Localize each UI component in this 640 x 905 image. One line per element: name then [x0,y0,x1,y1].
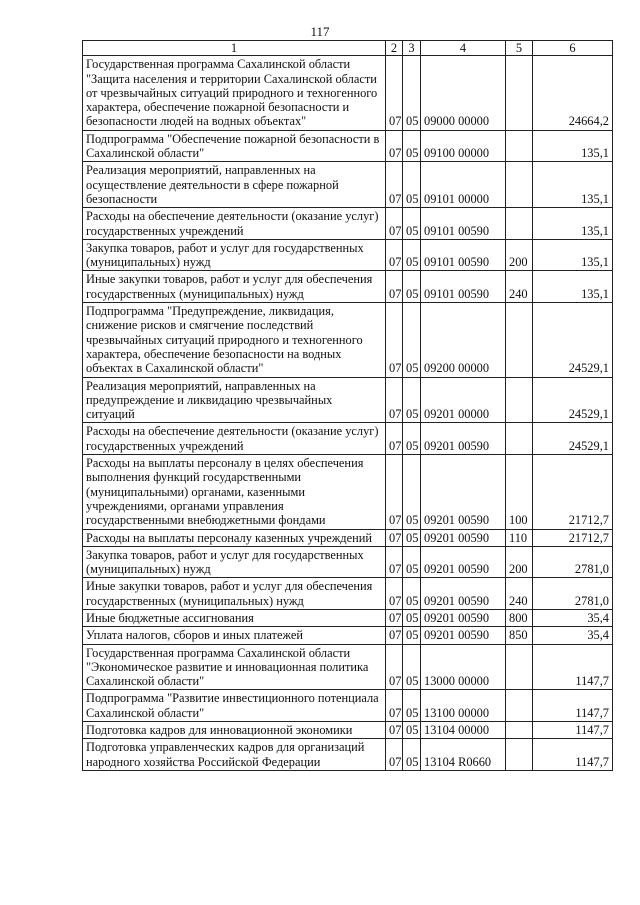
row-subsection: 05 [403,739,421,771]
table-row [83,609,613,626]
table-row [83,130,613,162]
row-amount: 135,1 [533,271,613,303]
row-name: Реализация мероприятий, направленных на предупреждение и ликвидацию чрезвычайных ситуаций [83,377,386,423]
row-expense-type: 200 [506,239,533,271]
row-amount: 135,1 [533,162,613,208]
table-row [83,578,613,610]
row-name: Закупка товаров, работ и услуг для государственных (муниципальных) нужд [83,546,386,578]
row-section: 07 [386,162,403,208]
row-expense-type: 110 [506,529,533,546]
row-target-article: 09201 00590 [421,423,506,455]
row-section: 07 [386,546,403,578]
table-row [83,239,613,271]
row-subsection: 05 [403,722,421,739]
header-row [83,41,613,56]
row-target-article: 09201 00590 [421,529,506,546]
header-col-3: 3 [403,41,421,56]
row-section: 07 [386,529,403,546]
row-subsection: 05 [403,56,421,130]
row-amount: 135,1 [533,130,613,162]
row-section: 07 [386,578,403,610]
row-target-article: 09200 00000 [421,303,506,377]
row-target-article: 13104 00000 [421,722,506,739]
row-section: 07 [386,722,403,739]
header-col-4: 4 [421,41,506,56]
row-amount: 24664,2 [533,56,613,130]
row-target-article: 09000 00000 [421,56,506,130]
row-name: Иные закупки товаров, работ и услуг для обеспечения государственных (муниципальных) нужд [83,578,386,610]
table-row [83,644,613,690]
row-amount: 35,4 [533,627,613,644]
table-row [83,162,613,208]
row-expense-type [506,162,533,208]
row-expense-type [506,56,533,130]
row-section: 07 [386,239,403,271]
row-amount: 1147,7 [533,644,613,690]
row-target-article: 09101 00590 [421,208,506,240]
row-name: Иные закупки товаров, работ и услуг для обеспечения государственных (муниципальных) нужд [83,271,386,303]
row-subsection: 05 [403,690,421,722]
row-target-article: 13104 R0660 [421,739,506,771]
row-name: Расходы на выплаты персоналу в целях обеспечения выполнения функций государственными (муниципальными) органами, казенными учреждениями, органами управления государственными внебюджетными фондами [83,455,386,529]
row-target-article: 09201 00590 [421,578,506,610]
row-subsection: 05 [403,239,421,271]
row-name: Расходы на обеспечение деятельности (оказание услуг) государственных учреждений [83,208,386,240]
row-name: Расходы на обеспечение деятельности (оказание услуг) государственных учреждений [83,423,386,455]
row-subsection: 05 [403,130,421,162]
row-amount: 135,1 [533,208,613,240]
row-section: 07 [386,739,403,771]
row-amount: 24529,1 [533,423,613,455]
row-name: Реализация мероприятий, направленных на осуществление деятельности в сфере пожарной безопасности [83,162,386,208]
row-amount: 1147,7 [533,739,613,771]
row-amount: 2781,0 [533,578,613,610]
row-section: 07 [386,627,403,644]
row-section: 07 [386,208,403,240]
header-col-6: 6 [533,41,613,56]
table-row [83,690,613,722]
row-expense-type [506,208,533,240]
row-name: Закупка товаров, работ и услуг для государственных (муниципальных) нужд [83,239,386,271]
row-name: Уплата налогов, сборов и иных платежей [83,627,386,644]
row-expense-type [506,722,533,739]
table-row [83,271,613,303]
header-col-2: 2 [386,41,403,56]
row-name: Подпрограмма "Обеспечение пожарной безопасности в Сахалинской области" [83,130,386,162]
table-row [83,455,613,529]
row-section: 07 [386,271,403,303]
row-section: 07 [386,130,403,162]
row-target-article: 09101 00590 [421,239,506,271]
row-expense-type: 200 [506,546,533,578]
budget-table [82,40,613,771]
table-row [83,627,613,644]
row-expense-type: 240 [506,271,533,303]
row-section: 07 [386,644,403,690]
row-section: 07 [386,423,403,455]
row-subsection: 05 [403,609,421,626]
header-col-1: 1 [83,41,386,56]
table-row [83,56,613,130]
row-amount: 24529,1 [533,377,613,423]
row-target-article: 09201 00590 [421,609,506,626]
row-target-article: 09101 00590 [421,271,506,303]
row-expense-type [506,423,533,455]
table-row [83,529,613,546]
row-amount: 21712,7 [533,455,613,529]
row-section: 07 [386,609,403,626]
table-row [83,423,613,455]
page-number: 117 [310,24,330,39]
table-body [83,56,613,771]
table-row [83,303,613,377]
row-name: Подготовка управленческих кадров для организаций народного хозяйства Российской Федерации [83,739,386,771]
row-expense-type: 800 [506,609,533,626]
row-target-article: 13000 00000 [421,644,506,690]
row-expense-type [506,130,533,162]
row-section: 07 [386,455,403,529]
row-name: Подготовка кадров для инновационной экономики [83,722,386,739]
row-subsection: 05 [403,529,421,546]
row-name: Государственная программа Сахалинской области "Защита населения и территории Сахалинской области от чрезвычайных ситуаций природного и техногенного характера, обеспечение пожарной безопасности и безопасности людей на водных объектах" [83,56,386,130]
row-section: 07 [386,690,403,722]
row-name: Иные бюджетные ассигнования [83,609,386,626]
table-row [83,722,613,739]
row-subsection: 05 [403,162,421,208]
table-row [83,546,613,578]
row-amount: 1147,7 [533,690,613,722]
table-row [83,377,613,423]
row-name: Подпрограмма "Предупреждение, ликвидация, снижение рисков и смягчение последствий чрезвычайных ситуаций природного и техногенного характера, обеспечение безопасности на водных объектах в Сахалинской области" [83,303,386,377]
row-subsection: 05 [403,644,421,690]
row-subsection: 05 [403,455,421,529]
row-subsection: 05 [403,423,421,455]
row-subsection: 05 [403,271,421,303]
row-subsection: 05 [403,578,421,610]
row-target-article: 09201 00590 [421,627,506,644]
row-expense-type: 240 [506,578,533,610]
row-expense-type: 100 [506,455,533,529]
row-amount: 1147,7 [533,722,613,739]
row-target-article: 13100 00000 [421,690,506,722]
row-subsection: 05 [403,377,421,423]
row-section: 07 [386,303,403,377]
row-subsection: 05 [403,303,421,377]
row-target-article: 09201 00590 [421,455,506,529]
row-target-article: 09100 00000 [421,130,506,162]
row-expense-type [506,690,533,722]
row-amount: 24529,1 [533,303,613,377]
row-target-article: 09201 00000 [421,377,506,423]
row-expense-type [506,644,533,690]
row-amount: 2781,0 [533,546,613,578]
row-name: Подпрограмма "Развитие инвестиционного потенциала Сахалинской области" [83,690,386,722]
row-expense-type [506,303,533,377]
row-subsection: 05 [403,208,421,240]
row-section: 07 [386,56,403,130]
row-expense-type: 850 [506,627,533,644]
row-target-article: 09201 00590 [421,546,506,578]
row-amount: 35,4 [533,609,613,626]
row-expense-type [506,739,533,771]
table-row [83,208,613,240]
row-target-article: 09101 00000 [421,162,506,208]
row-section: 07 [386,377,403,423]
row-subsection: 05 [403,546,421,578]
row-subsection: 05 [403,627,421,644]
row-expense-type [506,377,533,423]
row-amount: 21712,7 [533,529,613,546]
row-name: Государственная программа Сахалинской области "Экономическое развитие и инновационная политика Сахалинской области" [83,644,386,690]
row-name: Расходы на выплаты персоналу казенных учреждений [83,529,386,546]
header-col-5: 5 [506,41,533,56]
table-row [83,739,613,771]
row-amount: 135,1 [533,239,613,271]
